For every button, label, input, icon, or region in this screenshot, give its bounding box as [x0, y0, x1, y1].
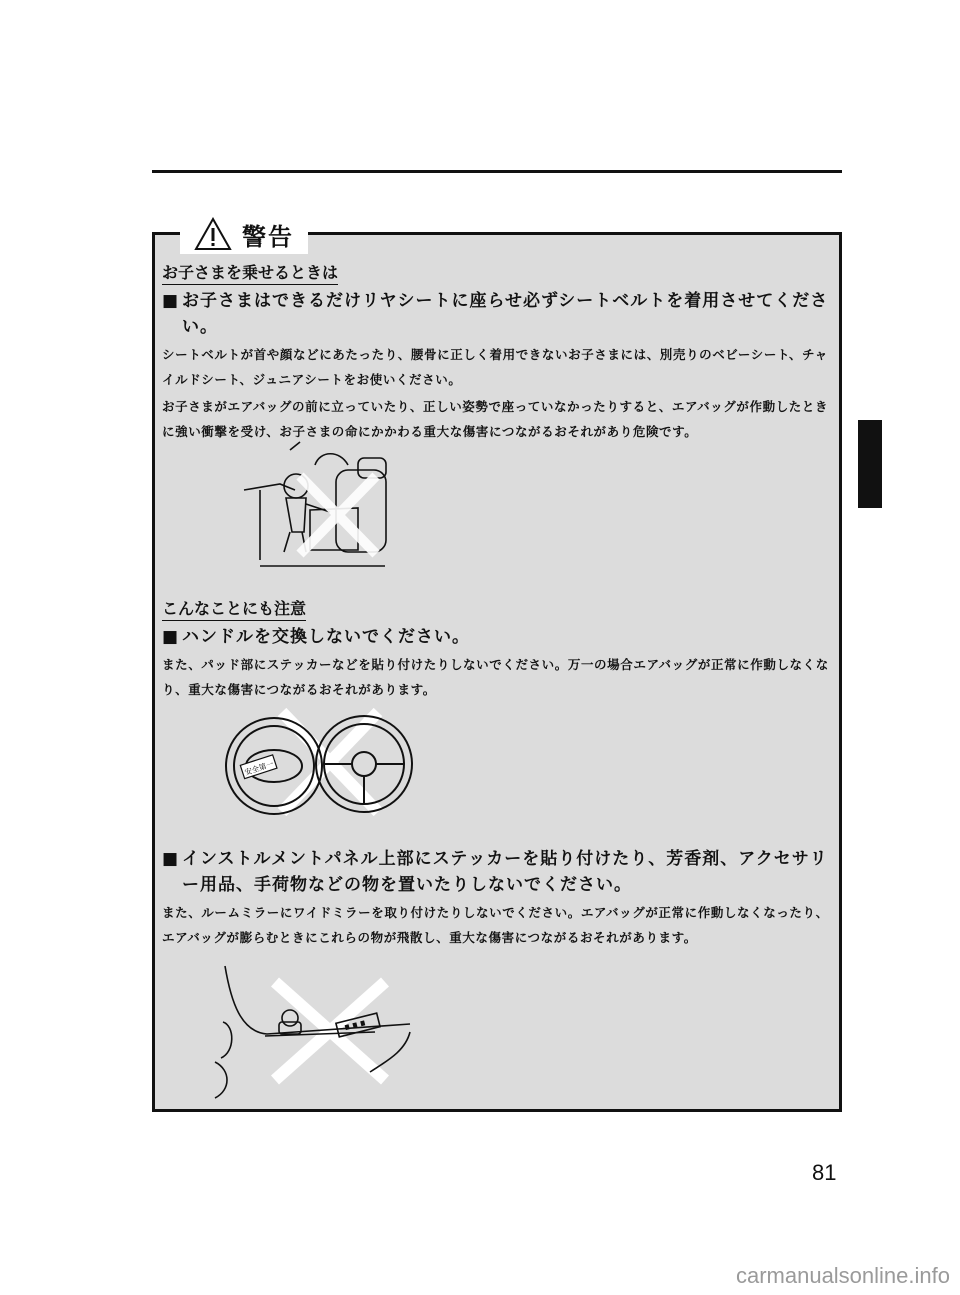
- bullet-text: インストルメントパネル上部にステッカーを貼り付けたり、芳香剤、アクセサリー用品、手荷物などの物を置いたりしないでください。: [182, 849, 828, 895]
- bullet-text: ハンドルを交換しないでください。: [182, 627, 470, 647]
- instrument-panel-illustration: [205, 962, 420, 1102]
- sticker-label: 安全第一: [243, 759, 275, 778]
- bullet-mark: ■: [162, 849, 180, 869]
- page-number: 81: [812, 1160, 837, 1185]
- bullet-mark: ■: [162, 291, 180, 311]
- warning-title: 警告: [242, 222, 294, 251]
- paragraph-wide-mirror: また、ルームミラーにワイドミラーを取り付けたりしないでください。エアバッグが正常に作動しなくなったり、エアバッグが膨らむときにこれらの物が飛散し、重大な傷害につながるおそれがあります。: [162, 905, 829, 945]
- bullet-instrument-panel: [162, 846, 834, 898]
- section-heading-caution: こんなことにも注意: [162, 596, 306, 621]
- bullet-mark: ■: [162, 627, 180, 647]
- bullet-steering-wheel: [162, 624, 834, 650]
- warning-header: [180, 214, 308, 254]
- bullet-text: お子さまはできるだけリヤシートに座らせ必ずシートベルトを着用させてください。: [182, 291, 829, 337]
- warning-content: [162, 260, 834, 446]
- chapter-tab: [858, 420, 882, 508]
- paragraph-steering-sticker: また、パッド部にステッカーなどを貼り付けたりしないでください。万一の場合エアバッグが正常に作動しなくなり、重大な傷害につながるおそれがあります。: [162, 657, 829, 697]
- warning-content-3: [162, 846, 834, 952]
- child-seat-illustration: [240, 440, 400, 570]
- warning-triangle-icon: [194, 217, 232, 251]
- warning-content-2: [162, 596, 834, 704]
- bullet-rear-seat: [162, 288, 834, 340]
- top-rule: [152, 170, 842, 173]
- steering-wheel-illustration: [222, 706, 418, 818]
- paragraph-child-seat: シートベルトが首や顔などにあたったり、腰骨に正しく着用できないお子さまには、別売りのベビーシート、チャイルドシート、ジュニアシートをお使いください。: [162, 347, 828, 387]
- footer-watermark: carmanualsonline.info: [735, 1263, 950, 1288]
- section-heading-children: お子さまを乗せるときは: [162, 260, 338, 285]
- paragraph-child-danger: お子さまがエアバッグの前に立っていたり、正しい姿勢で座っていなかったりすると、エアバッグが作動したときに強い衝撃を受け、お子さまの命にかかわる重大な傷害につながるおそれがあり危険です。: [162, 399, 829, 439]
